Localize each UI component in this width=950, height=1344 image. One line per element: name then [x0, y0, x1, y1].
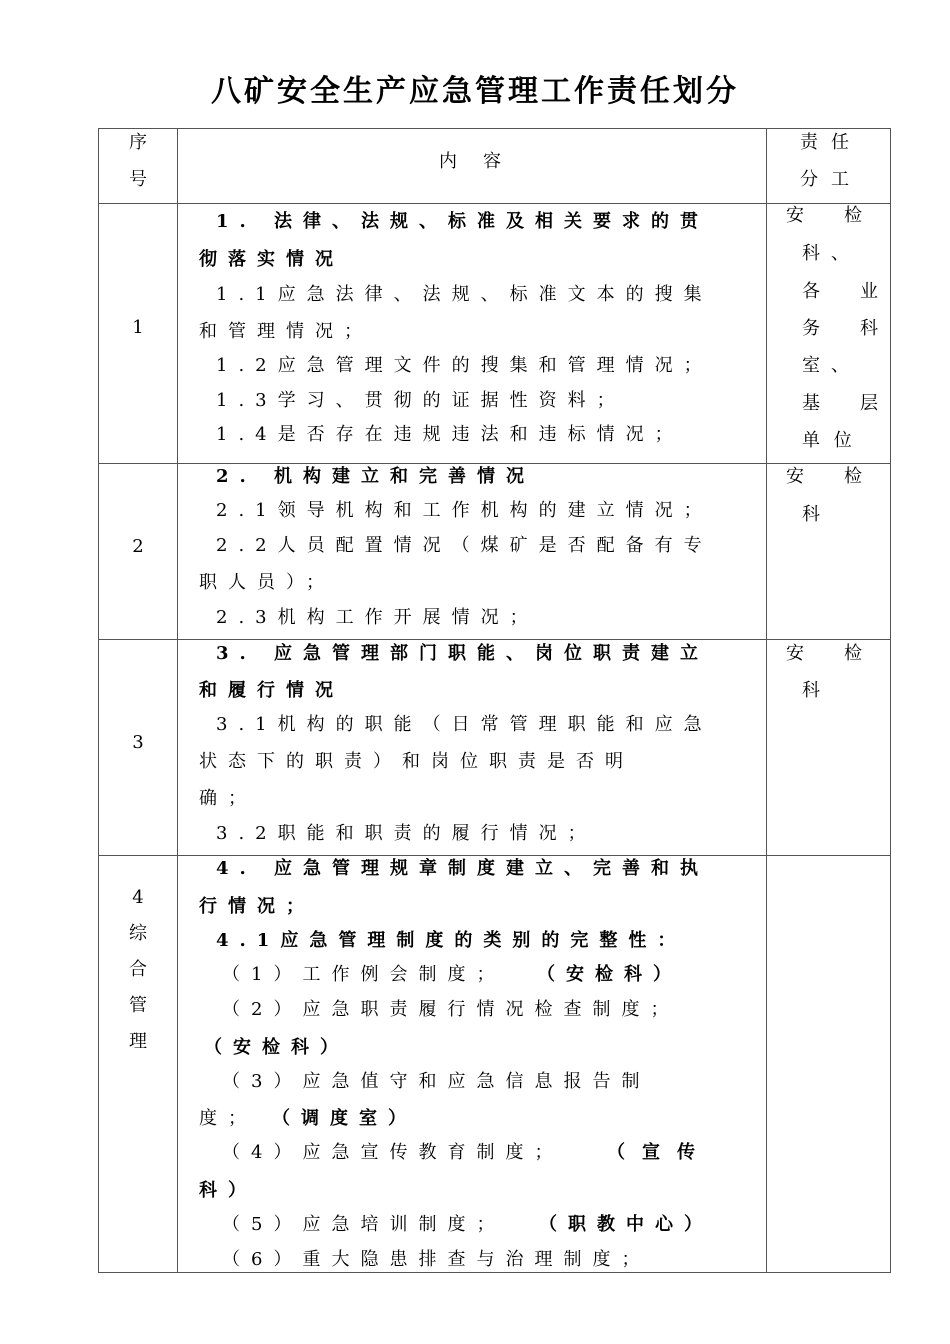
- header-seq: 序: [129, 132, 147, 153]
- page-title: 八矿安全生产应急管理工作责任划分: [211, 74, 739, 109]
- table-row-divider: [98, 639, 891, 640]
- table-row-divider: [98, 463, 891, 464]
- table-column-divider: [766, 128, 767, 1273]
- row-number: 2: [132, 536, 144, 557]
- header-seq: 号: [129, 169, 147, 190]
- section-heading: 彻落实情况: [199, 249, 344, 270]
- duty-line: 务 科: [802, 318, 889, 339]
- content-line: 3.1机构的职能（日常管理职能和应急: [216, 714, 713, 735]
- content-line: 科）: [199, 1180, 257, 1201]
- content-line: （安检科）: [204, 1037, 349, 1058]
- content-line: 1.2应急管理文件的搜集和管理情况；: [216, 355, 713, 376]
- row-label-char: 管: [129, 995, 147, 1016]
- content-line: （6）重大隐患排查与治理制度；: [222, 1249, 651, 1270]
- content-line: （4）应急宣传教育制度；: [222, 1142, 564, 1163]
- content-line: 确；: [199, 788, 257, 809]
- section-heading: 1. 法律、法规、标准及相关要求的贯: [216, 211, 710, 232]
- row-number: 3: [132, 732, 144, 753]
- table-column-divider: [177, 128, 178, 1273]
- row-label-char: 综: [129, 923, 147, 944]
- content-line: （1）工作例会制度；: [222, 964, 506, 985]
- content-line: （宣传: [607, 1142, 712, 1163]
- content-line: （3）应急值守和应急信息报告制: [222, 1071, 651, 1092]
- section-heading: 4. 应急管理规章制度建立、完善和执: [216, 858, 710, 879]
- table-border-bottom: [98, 1272, 891, 1273]
- duty-line: 安 检: [786, 643, 873, 664]
- header-duty: 责任: [800, 132, 862, 153]
- content-line: 和管理情况；: [199, 321, 373, 342]
- duty-line: 安 检: [786, 466, 873, 487]
- header-duty: 分工: [800, 169, 862, 190]
- section-heading: 和履行情况: [199, 680, 344, 701]
- section-heading: 4.1应急管理制度的类别的完整性：: [216, 930, 687, 951]
- content-line: （5）应急培训制度；: [222, 1214, 506, 1235]
- content-line: 1.1应急法律、法规、标准文本的搜集: [216, 284, 713, 305]
- content-line: （职教中心）: [539, 1214, 713, 1235]
- content-line: 度；: [199, 1108, 257, 1129]
- content-line: 2.3机构工作开展情况；: [216, 607, 539, 628]
- content-line: 职人员）；: [199, 572, 335, 593]
- table-border-top: [98, 128, 891, 129]
- table-border-right: [890, 128, 891, 1273]
- duty-line: 科: [802, 680, 831, 701]
- duty-line: 科: [802, 504, 831, 525]
- content-line: 1.3学习、贯彻的证据性资料；: [216, 390, 626, 411]
- content-line: 2.1领导机构和工作机构的建立情况；: [216, 500, 713, 521]
- content-line: （2）应急职责履行情况检查制度；: [222, 999, 680, 1020]
- duty-line: 室、: [802, 355, 860, 376]
- content-line: 3.2职能和职责的履行情况；: [216, 823, 597, 844]
- content-line: 状态下的职责）和岗位职责是否明: [199, 751, 634, 772]
- section-heading: 3. 应急管理部门职能、岗位职责建立: [216, 643, 710, 664]
- row-number: 4: [132, 887, 144, 908]
- duty-line: 基 层: [802, 393, 889, 414]
- duty-line: 各 业: [802, 281, 889, 302]
- header-content: 内 容: [439, 151, 505, 172]
- row-label-char: 合: [129, 959, 147, 980]
- content-line: 2.2人员配置情况（煤矿是否配备有专: [216, 535, 713, 556]
- duty-line: 单 位: [802, 430, 856, 451]
- section-heading: 行情况；: [199, 896, 315, 917]
- table-row-divider: [98, 855, 891, 856]
- content-line: （调度室）: [272, 1108, 417, 1129]
- section-heading: 2. 机构建立和完善情况: [216, 466, 536, 487]
- duty-line: 科、: [802, 243, 860, 264]
- table-border-left: [98, 128, 99, 1273]
- content-line: （安检科）: [537, 964, 682, 985]
- row-number: 1: [132, 317, 144, 338]
- table-row-divider: [98, 203, 891, 204]
- content-line: 1.4是否存在违规违法和违标情况；: [216, 424, 684, 445]
- duty-line: 安 检: [786, 205, 873, 226]
- row-label-char: 理: [129, 1031, 147, 1052]
